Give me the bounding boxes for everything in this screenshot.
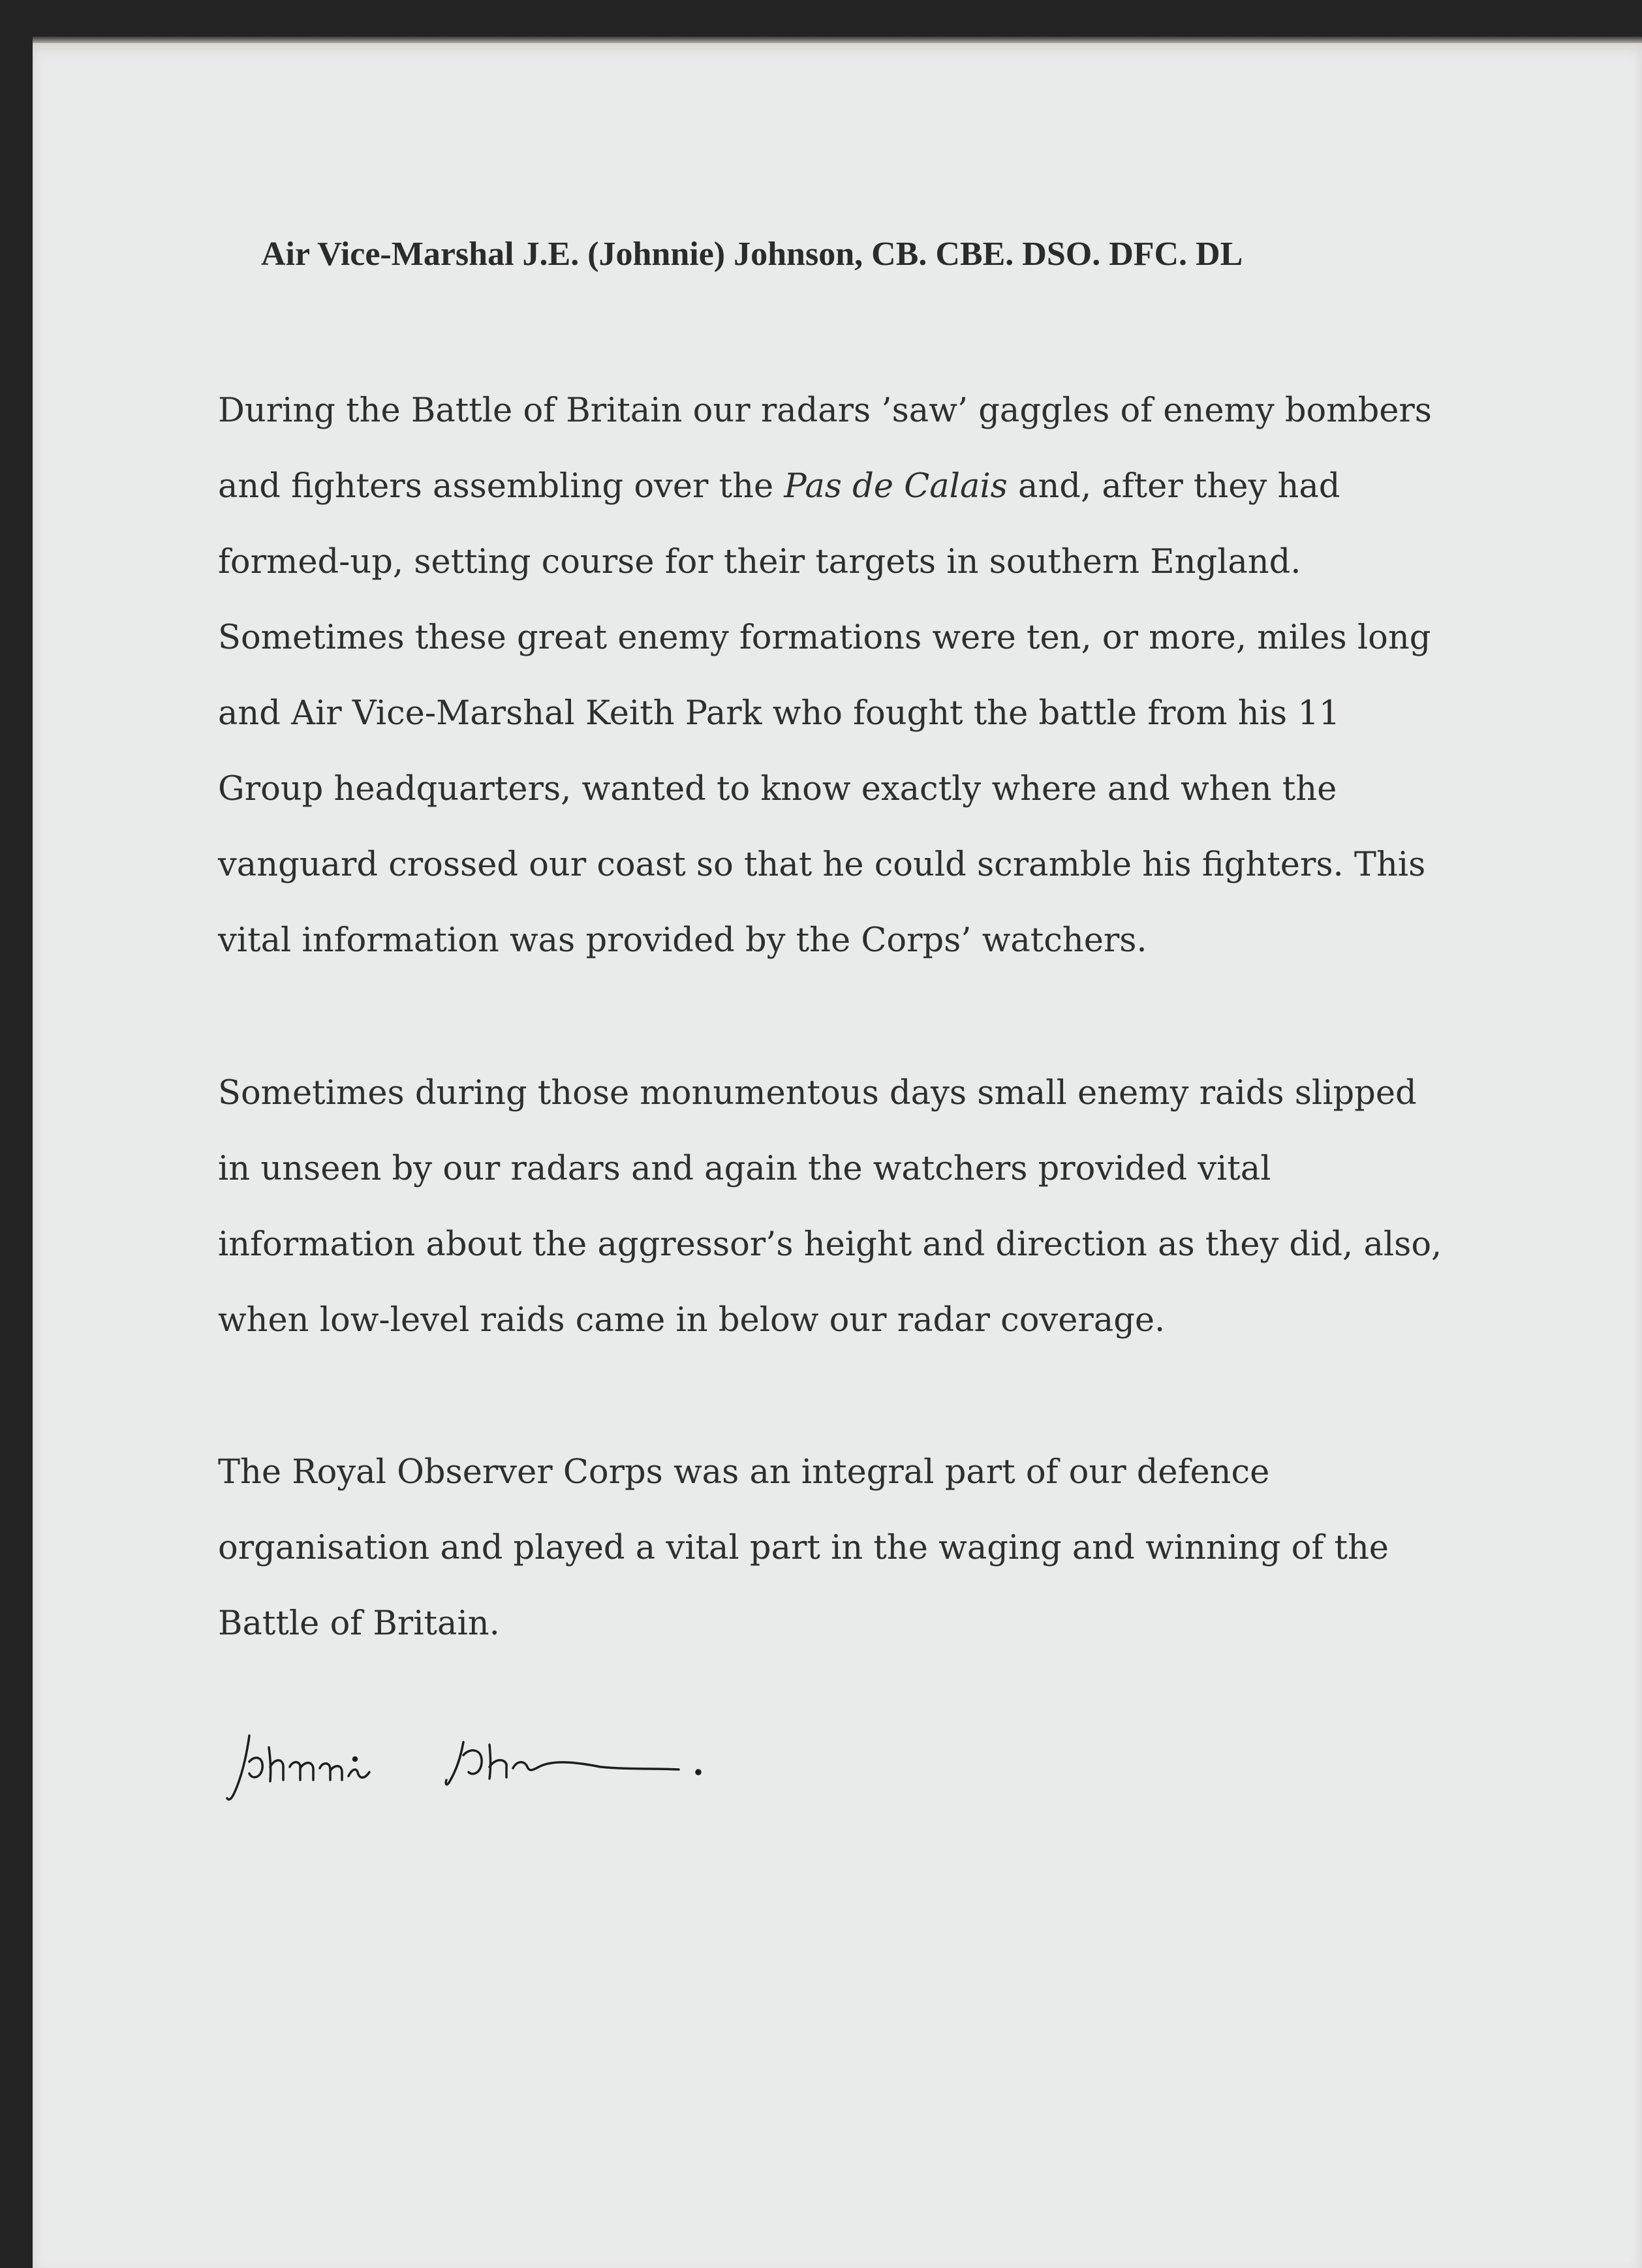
paragraph-1 (218, 373, 1458, 979)
paragraph-1-line-4: Sometimes these great enemy formations were ten, or more, miles long (218, 619, 1431, 657)
paragraph-3-line-2: organisation and played a vital part in the waging and winning of the (218, 1529, 1389, 1567)
paragraph-2 (218, 1056, 1458, 1358)
line-2-text-before: and fighters assembling over the (218, 467, 784, 506)
paragraph-1-line-6: Group headquarters, wanted to know exactly where and when the (218, 770, 1337, 808)
paragraph-1-line-7: vanguard crossed our coast so that he could scramble his fighters. This (218, 846, 1426, 884)
line-2-text-after: and, after they had (1007, 467, 1340, 506)
signature-drawing (209, 1716, 731, 1814)
paragraph-1-line-5: and Air Vice-Marshal Keith Park who fought the battle from his 11 (218, 694, 1340, 733)
paragraph-1-line-8: vital information was provided by the Corps’ watchers. (218, 921, 1147, 960)
paragraph-1-line-3: formed-up, setting course for their targets in southern England. (218, 543, 1301, 581)
handwritten-signature (209, 1716, 731, 1814)
paragraph-2-line-4: when low-level raids came in below our radar coverage. (218, 1301, 1166, 1340)
paragraph-2-line-1: Sometimes during those monumentous days small enemy raids slipped (218, 1074, 1417, 1112)
paragraph-3-line-3: Battle of Britain. (218, 1604, 500, 1643)
paragraph-2-line-2: in unseen by our radars and again the watchers provided vital (218, 1150, 1271, 1188)
paragraph-3 (218, 1435, 1458, 1662)
pas-de-calais-italic: Pas de Calais (784, 467, 1008, 506)
paragraph-3-line-1: The Royal Observer Corps was an integral part of our defence (218, 1453, 1270, 1492)
paragraph-1-line-1: During the Battle of Britain our radars ’saw’ gaggles of enemy bombers (218, 391, 1432, 430)
paragraph-1-line-2 (218, 449, 1458, 525)
paragraph-2-line-3: information about the aggressor’s height and direction as they did, also, (218, 1225, 1442, 1264)
document-heading: Air Vice-Marshal J.E. (Johnnie) Johnson, CB. CBE. DSO. DFC. DL (261, 236, 1243, 273)
